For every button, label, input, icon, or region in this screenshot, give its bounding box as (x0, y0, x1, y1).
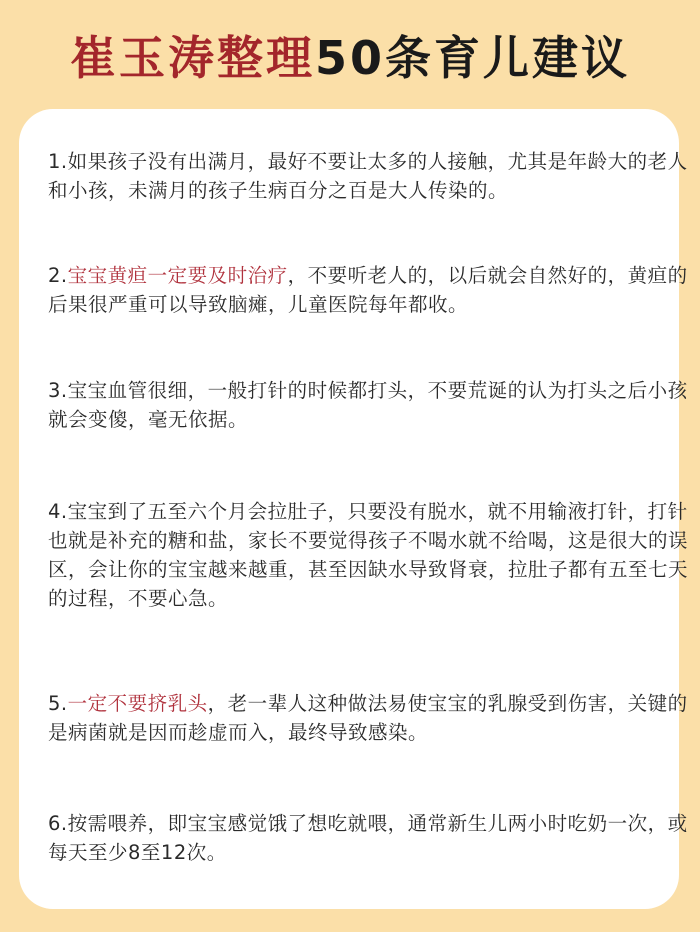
advice-item-3 (48, 376, 688, 434)
advice-item-1 (48, 147, 688, 205)
title-black-part: 50条育儿建议 (314, 31, 630, 85)
advice-item-4 (48, 497, 688, 613)
advice-highlight: 宝宝黄疸一定要及时治疗 (67, 264, 288, 287)
title-red-part: 崔玉涛整理 (69, 31, 315, 85)
page-title (0, 22, 700, 94)
advice-text: 4.宝宝到了五至六个月会拉肚子，只要没有脱水，就不用输液打针，打针也就是补充的糖和盐，家长不要觉得孩子不喝水就不给喝，这是很大的误区，会让你的宝宝越来越重，甚至因缺水导致肾衰，拉肚子都有五至七天的过程，不要心急。 (48, 500, 689, 610)
advice-text: 1.如果孩子没有出满月，最好不要让太多的人接触，尤其是年龄大的老人和小孩，未满月的孩子生病百分之百是大人传染的。 (48, 150, 688, 202)
advice-text: 6.按需喂养，即宝宝感觉饿了想吃就喂，通常新生儿两小时吃奶一次，或每天至少8至12次。 (48, 812, 688, 864)
advice-item-5 (48, 689, 688, 747)
advice-item-6 (48, 809, 688, 867)
advice-text: ，不要听老人的，以后就会自然好的，黄疸的后果很严重可以导致脑瘫，儿童医院每年都收。 (48, 264, 688, 316)
advice-prefix: 5. (48, 692, 68, 715)
advice-text: ，老一辈人这种做法易使宝宝的乳腺受到伤害，关键的是病菌就是因而趁虚而入，最终导致感染。 (48, 692, 688, 744)
advice-text: 3.宝宝血管很细，一般打针的时候都打头，不要荒诞的认为打头之后小孩就会变傻，毫无依据。 (48, 379, 688, 431)
content-card (19, 109, 689, 909)
advice-highlight: 一定不要挤乳头 (67, 692, 208, 715)
advice-item-2 (48, 261, 688, 319)
advice-prefix: 2. (48, 264, 68, 287)
